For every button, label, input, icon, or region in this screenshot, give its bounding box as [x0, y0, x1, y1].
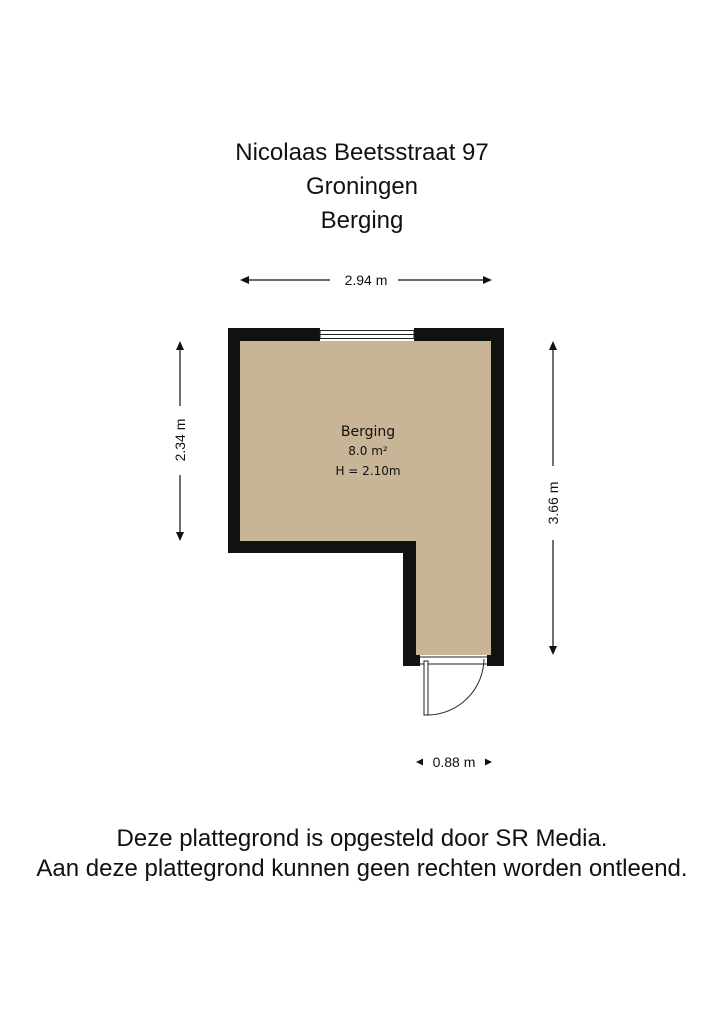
dimension-door-label: 0.88 m [432, 754, 476, 770]
arrow-right [485, 759, 492, 766]
arrow-down [549, 646, 557, 655]
disclaimer-line-2: Aan deze plattegrond kunnen geen rechten worden ontleend. [36, 855, 688, 882]
dimension-right [545, 341, 561, 655]
door [420, 655, 487, 715]
disclaimer [0, 824, 724, 884]
dimension-top-label: 2.94 m [344, 272, 388, 288]
dimension-left [172, 341, 188, 541]
dimension-door [416, 754, 492, 770]
address-title: Nicolaas Beetsstraat 97 [235, 139, 489, 166]
door-leaf [424, 661, 428, 715]
arrow-left [240, 276, 249, 284]
dimension-right-label: 3.66 m [545, 481, 561, 525]
arrow-up [176, 341, 184, 350]
room-name: Berging [340, 424, 396, 440]
arrow-left [416, 759, 423, 766]
dimension-left-label: 2.34 m [172, 418, 188, 462]
arrow-right [483, 276, 492, 284]
room-floor [240, 341, 491, 655]
arrow-up [549, 341, 557, 350]
city-title: Groningen [305, 173, 419, 200]
room-height: H = 2.10m [335, 464, 401, 478]
disclaimer-line-1: Deze plattegrond is opgesteld door SR Media. [116, 825, 608, 852]
arrow-down [176, 532, 184, 541]
dimension-top [240, 272, 492, 288]
room-area: 8.0 m² [348, 444, 388, 458]
space-title: Berging [320, 207, 404, 234]
door-swing-arc [428, 659, 484, 715]
window [320, 328, 414, 341]
